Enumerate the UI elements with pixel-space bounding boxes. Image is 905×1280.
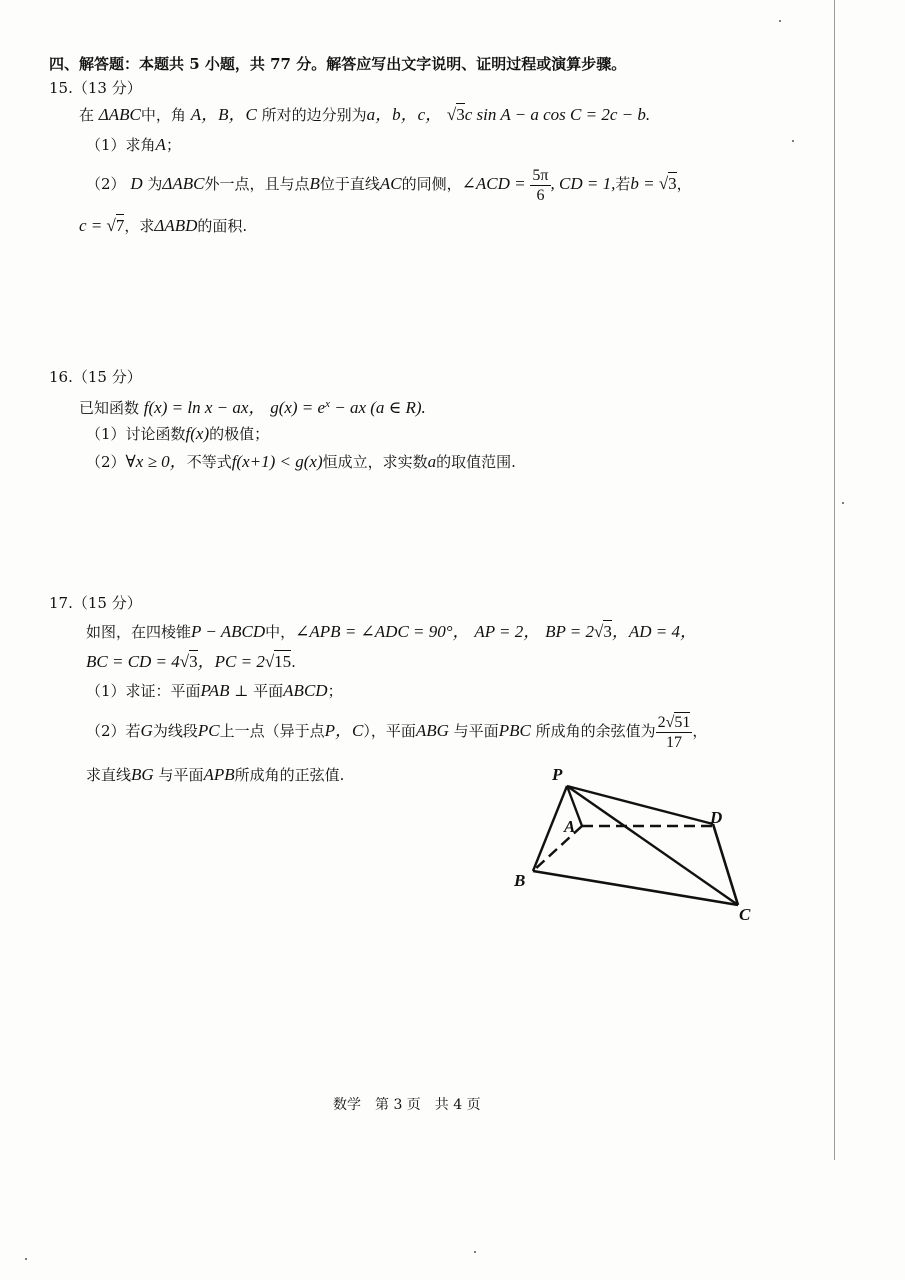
radicand: 3 (603, 622, 612, 641)
scan-speck (25, 1258, 27, 1260)
q17-ap: AP = 2， (474, 622, 541, 641)
q17-header (49, 593, 142, 613)
q15-part2-label: （2） (86, 175, 126, 193)
q17-text: ），平面 (363, 722, 416, 740)
q15-part2 (86, 162, 692, 206)
q16-part1 (86, 424, 269, 444)
q16-text: 的取值范围. (436, 453, 516, 471)
q16-forall: ∀x ≥ 0， (125, 452, 187, 471)
q17-number: 17. (49, 594, 73, 612)
q15-equation: c sin A − a cos C = 2c − b. (464, 105, 651, 124)
q17-text: ； (327, 682, 343, 700)
q17-line2 (86, 652, 296, 672)
radicand: 15 (274, 652, 292, 671)
q17-text: . (291, 653, 296, 671)
q15-c-value: c = √ (79, 216, 116, 235)
q15-point-b: B (309, 174, 320, 193)
q15-b-value: b = √ (630, 174, 669, 193)
q16-g-rest: − ax (a ∈ R). (329, 398, 426, 417)
q17-text: 求直线 (86, 766, 132, 784)
q15-number: 15. (49, 79, 73, 97)
q15-text: 的同侧， (401, 175, 462, 193)
q17-text: 所成角的余弦值为 (535, 722, 656, 740)
q16-text: 不等式 (186, 453, 232, 471)
q17-part2-cont (86, 765, 344, 785)
q17-ad: ，AD = 4， (611, 622, 697, 641)
q15-text: 外一点，且与点 (204, 175, 310, 193)
q17-text: 上一点（异于点 (219, 722, 325, 740)
vertex-label-c: C (739, 905, 751, 924)
q16-header (49, 367, 142, 387)
q15-stem-text: 所对的边分别为 (261, 106, 367, 124)
q17-text: 中， (265, 623, 296, 641)
q16-exponent: x (325, 398, 330, 410)
q17-points: （15 分） (72, 594, 142, 612)
radicand: 3 (189, 652, 198, 671)
q16-g-def: g(x) = e (270, 398, 326, 417)
q15-stem-text: 在 (79, 106, 95, 124)
page-footer: 数学 第 3 页 共 4 页 (333, 1097, 481, 1113)
q16-f-def: f(x) = ln x − ax， (143, 398, 266, 417)
q15-text: ，求 (124, 217, 155, 235)
q17-points-pc: P，C (324, 721, 364, 740)
q17-text: 与平面 (158, 766, 204, 784)
q15-point-d: D (130, 174, 143, 193)
q17-text: 所成角的正弦值. (234, 766, 345, 784)
radicand: 51 (674, 713, 691, 731)
radicand: 3 (456, 105, 465, 124)
q16-text: 恒成立，求实数 (322, 453, 428, 471)
edge-pb (533, 786, 567, 871)
q17-part1 (86, 681, 343, 701)
edge-dc (713, 824, 738, 905)
q16-text: 的极值； (209, 425, 270, 443)
q16-a: a (427, 452, 437, 471)
q15-part1 (86, 135, 181, 155)
q15-part2-cont (79, 216, 247, 236)
q17-text: ， (692, 722, 708, 740)
q17-part2-label: （2）若 (86, 722, 141, 740)
q17-pyramid: P − ABCD (191, 622, 266, 641)
radicand: 3 (668, 174, 677, 193)
edge-pd (567, 786, 713, 824)
q17-bc-cd: BC = CD = 4√ (86, 652, 190, 671)
q15-triangle: ΔABC (98, 105, 141, 124)
radicand: 7 (115, 216, 125, 235)
vertex-label-d: D (710, 808, 723, 827)
fraction-numerator: 2√ (657, 713, 675, 731)
vertex-label-p: P (552, 765, 563, 784)
q16-number: 16. (49, 368, 73, 386)
q17-bp: BP = 2√ (545, 622, 604, 641)
q15-triangle-abd: ΔABD (154, 216, 198, 235)
q15-line-ac: AC (379, 174, 402, 193)
vertex-label-a: A (564, 817, 576, 836)
q15-stem (79, 105, 650, 125)
q17-point-g: G (140, 721, 153, 740)
q17-part2 (86, 706, 707, 756)
q16-f: f(x) (185, 424, 210, 443)
edge-bc (533, 871, 738, 905)
fraction-numerator: 5π (532, 166, 549, 184)
scan-speck (842, 502, 844, 504)
q15-text: 为 (147, 175, 163, 193)
q16-inequality: f(x+1) < g(x) (231, 452, 323, 471)
q15-part1-var: A (155, 135, 166, 154)
q17-plane-apb: APB (203, 765, 235, 784)
scan-speck (779, 20, 781, 22)
q17-plane-abg: ABG (415, 721, 449, 740)
q15-points: （13 分） (72, 79, 142, 97)
fraction-denominator: 6 (536, 186, 545, 204)
q17-plane-abcd: ABCD (283, 681, 328, 700)
edge-pc (567, 786, 738, 905)
q16-points: （15 分） (72, 368, 142, 386)
q16-part2 (86, 452, 516, 472)
scan-speck (792, 140, 794, 142)
q15-angle-acd: ∠ACD = (461, 174, 526, 193)
vertex-label-b: B (514, 871, 526, 890)
q17-angles: ∠APB = ∠ADC = 90°， (295, 622, 470, 641)
q15-text: 若 (615, 175, 631, 193)
q17-plane-pab: PAB (200, 681, 230, 700)
q15-text: ， (676, 175, 692, 193)
q17-text: 与平面 (453, 722, 499, 740)
sqrt-sign: √ (446, 105, 457, 124)
q17-pc: ，PC = 2√ (197, 652, 275, 671)
scan-edge-line (834, 0, 835, 1160)
section-header: 四、解答题：本题共 5 小题，共 77 分。解答应写出文字说明、证明过程或演算步骤。 (49, 55, 627, 73)
q17-text: 为线段 (152, 722, 198, 740)
q17-plane-pbc: PBC (498, 721, 531, 740)
q16-stem (79, 394, 426, 418)
q16-text: 已知函数 (79, 399, 140, 417)
q15-part1-label: （1）求角 (86, 136, 156, 154)
q15-stem-text: 中，角 (140, 106, 186, 124)
fraction-5pi-6 (530, 166, 550, 205)
q17-line1 (86, 622, 697, 642)
q17-text: ⊥ 平面 (229, 682, 284, 700)
q15-cd: , CD = 1, (550, 174, 616, 193)
q15-text: 的面积. (197, 217, 248, 235)
fraction-2sqrt51-17 (656, 713, 693, 752)
q17-segment-pc: PC (197, 721, 220, 740)
fraction-denominator: 17 (665, 733, 682, 751)
q17-text: 如图，在四棱锥 (86, 623, 192, 641)
q15-sides: a，b，c， (366, 105, 443, 124)
q16-part2-label: （2） (86, 453, 126, 471)
q15-triangle: ΔABC (162, 174, 205, 193)
q17-line-bg: BG (131, 765, 154, 784)
q15-text: 位于直线 (319, 175, 380, 193)
pyramid-figure (505, 760, 770, 930)
scan-speck (474, 1251, 476, 1253)
q15-part1-end: ； (165, 136, 181, 154)
q16-part1-label: （1）讨论函数 (86, 425, 186, 443)
q15-header (49, 78, 142, 98)
q15-angles: A，B，C (190, 105, 257, 124)
q17-part1-label: （1）求证：平面 (86, 682, 201, 700)
